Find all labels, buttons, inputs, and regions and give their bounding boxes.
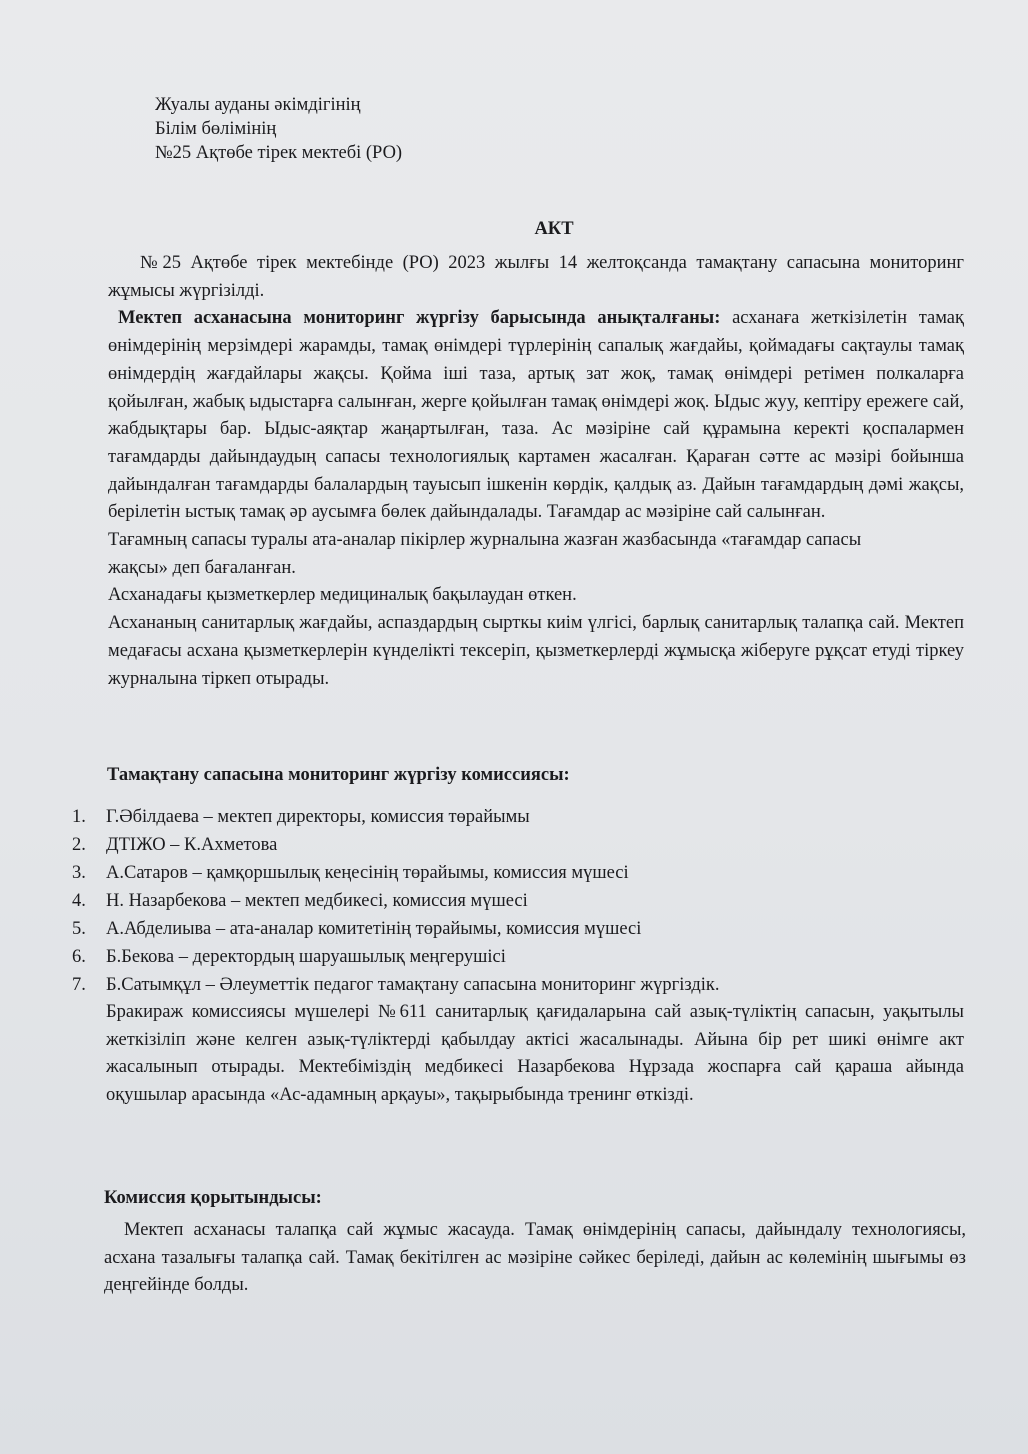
- list-item-number: 6.: [72, 947, 86, 967]
- conclusion-paragraph: Мектеп асханасы талапқа сай жұмыс жасауда. Тамақ өнімдерінің сапасы, дайындалу технологиясы, асхана тазалығы талапқа сай. Тамақ бекітілген ас мәзіріне сәйкес беріледі, дайын ас көлемінің шығымы өз деңгейінде болды.: [104, 1220, 966, 1296]
- header-line-department: Білім бөлімінің: [155, 119, 277, 139]
- list-item-number: 3.: [72, 863, 86, 883]
- list-item-text: А.Сатаров – қамқоршылық кеңесінің төрайымы, комиссия мүшесі: [106, 863, 629, 883]
- list-item: [72, 915, 964, 943]
- findings-paragraph: [108, 305, 964, 527]
- conclusion-heading: Комиссия қорытындысы:: [104, 1188, 322, 1208]
- list-item: [72, 859, 964, 887]
- findings-label: Мектеп асханасына мониторинг жүргізу барысында анықталғаны:: [118, 308, 721, 329]
- document-title: АКТ: [534, 219, 574, 239]
- header-line-district: Жуалы ауданы әкімдігінің: [155, 95, 361, 115]
- list-item-number: 2.: [72, 835, 86, 855]
- brakeraj-paragraph: Бракираж комиссиясы мүшелері №611 санитарлық қағидаларына сай азық-түліктің сапасын, уақытылы жеткізіліп және келген азық-түліктерді қабылдау актісі жасалынады. Айына бір рет шикі өнімге акт жасалынып отырады. Мектебіміздің медбикесі Назарбекова Нұрзада жоспарға сай қараша айында оқушылар арасында «Ас-адамның арқауы», тақырыбында тренинг өткізді.: [106, 1002, 964, 1106]
- document-body: [108, 250, 964, 693]
- list-item-text: Г.Әбілдаева – мектеп директоры, комиссия төрайымы: [106, 807, 530, 827]
- list-item-text: Б.Бекова – деректордың шаруашылық меңгерушісі: [106, 947, 506, 967]
- medical-check-paragraph: Асханадағы қызметкерлер медициналық бақылаудан өткен.: [108, 585, 577, 606]
- intro-paragraph: №25 Ақтөбе тірек мектебінде (РО) 2023 жылғы 14 желтоқсанда тамақтану сапасына мониторинг жұмысы жүргізілді.: [108, 253, 964, 301]
- list-item: [72, 803, 964, 831]
- sanitary-paragraph: Асхананың санитарлық жағдайы, аспаздардың сырткы киім үлгісі, барлық санитарлық талапқа сай. Мектеп медағасы асхана қызметкерлерін күнделікті тексеріп, қызметкерлерді жұмысқа жіберуге рұқсат етуді тіркеу журналына тіркеп отырады.: [108, 613, 964, 689]
- commission-members-list: [72, 803, 964, 999]
- list-item-number: 7.: [72, 975, 86, 995]
- list-item: [72, 971, 964, 999]
- list-item: [72, 943, 964, 971]
- header-line-school: №25 Ақтөбе тірек мектебі (РО): [155, 143, 403, 163]
- commission-heading: Тамақтану сапасына мониторинг жүргізу комиссиясы:: [107, 765, 570, 785]
- findings-text: асханаға жеткізілетін тамақ өнімдерінің мерзімдері жарамды, тамақ өнімдері түрлерінің сапалық жағдайы, қоймадағы сақтаулы тамақ өнімдердің жағдайлары жақсы. Қойма іші таза, артық зат жоқ, тамақ өнімдері ретімен полкаларға қойылған, жабық ыдыстарға салынған, жерге қойылған тамақ өнімдері жоқ. Ыдыс жуу, кептіру ережеге сай, жабдықтары бар. Ыдыс-аяқтар жаңартылған, таза. Ас мәзіріне сай құрамына керекті қоспалармен тағамдарды дайындаудың сапасы технологиялық картамен жасалған. Қараған сәтте ас мәзірі бойынша дайындалған тағамдарды балалардың тауысып ішкенін көрдік, қалдық аз. Дайын тағамдардың дәмі жақсы, берілетін ыстық тамақ әр аусымға бөлек дайындалады. Тағамдар ас мәзіріне сай салынған.: [108, 308, 965, 523]
- list-item-text: Б.Сатымқұл – Әлеуметтік педагог тамақтану сапасына мониторинг жүргіздік.: [106, 975, 720, 995]
- document-header: [155, 93, 402, 165]
- list-item: [72, 831, 964, 859]
- list-item-number: 1.: [72, 807, 86, 827]
- list-item-text: Н. Назарбекова – мектеп медбикесі, комиссия мүшесі: [106, 891, 528, 911]
- list-item: [72, 887, 964, 915]
- parents-feedback-paragraph: Тағамның сапасы туралы ата-аналар пікірлер журналына жазған жазбасында «тағамдар сапасы жақсы» деп бағаланған.: [108, 530, 862, 578]
- list-item-text: ДТІЖО – К.Ахметова: [106, 835, 278, 855]
- list-item-number: 5.: [72, 919, 86, 939]
- list-item-number: 4.: [72, 891, 86, 911]
- list-item-text: А.Абделиыва – ата-аналар комитетінің төрайымы, комиссия мүшесі: [106, 919, 642, 939]
